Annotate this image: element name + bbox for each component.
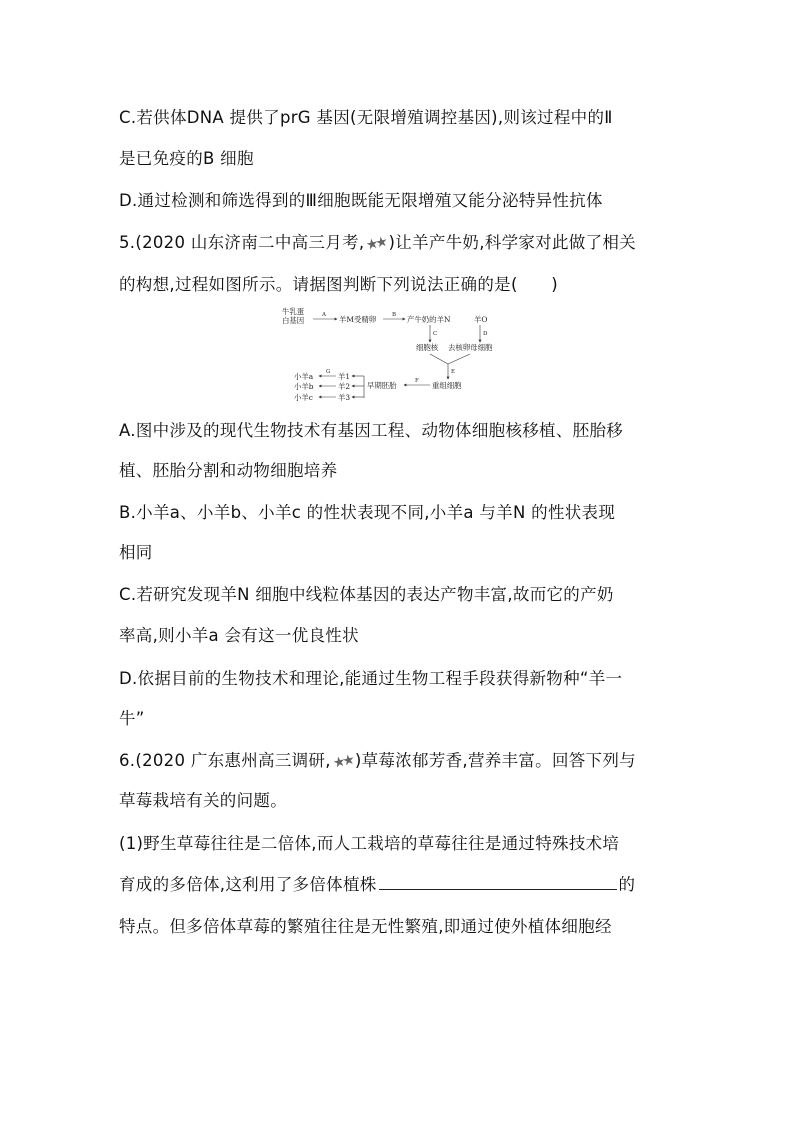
diagram-early-embryo: 早期胚胎: [367, 381, 397, 390]
diagram-enucleated-oocyte: 去核卵母细胞: [448, 343, 493, 352]
diagram-gene-label-2: 白基因: [282, 316, 305, 325]
diagram-sheep-2: 羊2: [338, 382, 351, 391]
diagram-step-f: F: [415, 378, 419, 384]
question-5-source: 5.(2020 山东济南二中高三月考,: [119, 233, 365, 252]
diagram-sheep-o: 羊O: [474, 315, 488, 324]
diagram-sheep-3: 羊3: [338, 393, 351, 402]
diagram-lamb-c: 小羊c: [294, 393, 313, 402]
star-icon: ★★: [331, 752, 354, 772]
diagram-step-g: G: [326, 369, 331, 375]
q6-part1-line-2: [119, 874, 635, 895]
question-6-source: 6.(2020 广东惠州高三调研,: [119, 751, 331, 770]
q5-option-b-line-1: B.小羊a、小羊b、小羊c 的性状表现不同,小羊a 与羊N 的性状表现: [119, 503, 616, 522]
question-6-stem-line-2: 草莓栽培有关的问题。: [119, 791, 287, 810]
diagram-nucleus: 细胞核: [416, 343, 439, 352]
question-5-stem: [119, 233, 636, 254]
q5-option-d-line-2: 牛”: [119, 709, 145, 728]
diagram-recombined-cell: 重组细胞: [432, 381, 462, 390]
question-5-text: )让羊产牛奶,科学家对此做了相关: [388, 233, 636, 252]
q6-part1-text-end: 的: [618, 875, 636, 894]
option-d-line: D.通过检测和筛选得到的Ⅲ细胞既能无限增殖又能分泌特异性抗体: [119, 191, 603, 210]
answer-blank[interactable]: [379, 874, 617, 890]
q5-option-a-line-1: A.图中涉及的现代生物技术有基因工程、动物体细胞核移植、胚胎移: [119, 421, 624, 440]
q5-option-c-line-1: C.若研究发现羊N 细胞中线粒体基因的表达产物丰富,故而它的产奶: [119, 585, 614, 604]
diagram-step-d: D: [483, 331, 488, 337]
question-6-stem: [119, 751, 636, 772]
diagram-merge-left: [430, 354, 448, 364]
q6-part1-line-1: (1)野生草莓往往是二倍体,而人工栽培的草莓往往是通过特殊技术培: [119, 834, 620, 853]
diagram-egg-m: 羊M受精卵: [339, 315, 377, 324]
star-icon: ★★: [364, 234, 387, 254]
question-5-stem-line-2: 的构想,过程如图所示。请据图判断下列说法正确的是( ): [119, 275, 559, 294]
diagram-gene-label-1: 牛乳蛋: [282, 307, 305, 316]
diagram-lamb-a: 小羊a: [294, 372, 314, 381]
question-6-text: )草莓浓郁芳香,营养丰富。回答下列与: [354, 751, 636, 770]
q5-option-b-line-2: 相同: [119, 543, 153, 562]
option-c-line-2: 是已免疫的B 细胞: [119, 149, 254, 168]
diagram-lamb-b: 小羊b: [294, 382, 314, 391]
diagram-step-e: E: [451, 369, 456, 375]
q6-part1-line-3: 特点。但多倍体草莓的繁殖往往是无性繁殖,即通过使外植体细胞经: [119, 917, 612, 936]
process-diagram: [280, 306, 524, 402]
diagram-sheep-n: 产牛奶的羊N: [407, 315, 451, 324]
q5-option-a-line-2: 植、胚胎分割和动物细胞培养: [119, 461, 338, 480]
diagram-sheep-1: 羊1: [338, 372, 351, 381]
q5-option-d-line-1: D.依据目前的生物技术和理论,能通过生物工程手段获得新物种“羊一: [119, 669, 623, 688]
diagram-step-c: C: [433, 331, 438, 337]
option-c-line-1: C.若供体DNA 提供了prG 基因(无限增殖调控基因),则该过程中的Ⅱ: [119, 108, 613, 127]
diagram-merge-right: [448, 354, 470, 364]
q6-part1-text: 育成的多倍体,这利用了多倍体植株: [119, 875, 377, 894]
q5-option-c-line-2: 率高,则小羊a 会有这一优良性状: [119, 626, 359, 645]
diagram-step-b: B: [392, 312, 397, 318]
diagram-step-a: A: [322, 312, 326, 318]
